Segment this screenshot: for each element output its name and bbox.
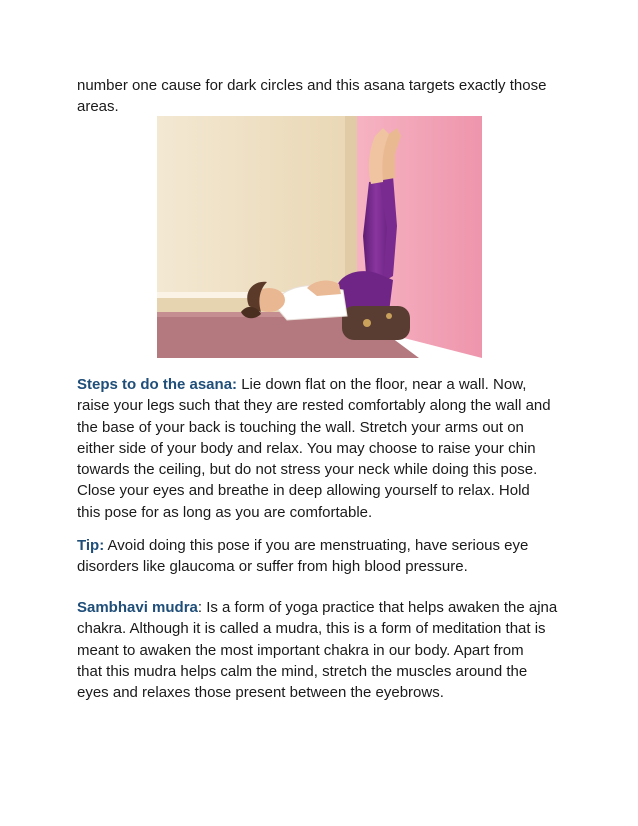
bolster: [342, 306, 410, 340]
sambhavi-line: : Is a form of yoga practice that helps awaken the ajna: [197, 599, 558, 616]
steps-line: this pose for as long as you are comfortable.: [77, 503, 373, 521]
steps-line: either side of your body and relax. You may choose to raise your chin: [77, 439, 536, 457]
steps-line: the base of your back is touching the wall. Stretch your arms out on: [77, 418, 524, 436]
tip-heading: Tip:: [77, 537, 105, 554]
sambhavi-line: eyes and relaxes those present between the eyebrows.: [77, 684, 444, 702]
steps-line: towards the ceiling, but do not stress your neck while doing this pose.: [77, 461, 538, 479]
tip-line: disorders like glaucoma or suffer from high blood pressure.: [77, 558, 468, 576]
steps-line: Close your eyes and breathe in deep allowing yourself to relax. Hold: [77, 482, 530, 500]
steps-line: raise your legs such that they are rested comfortably along the wall and: [77, 397, 551, 415]
sambhavi-heading: Sambhavi mudra: [77, 599, 198, 616]
intro-line-1: number one cause for dark circles and this asana targets exactly those: [77, 77, 547, 94]
intro-paragraph: [77, 75, 567, 118]
beige-wall: [157, 116, 347, 306]
intro-line-2: areas.: [77, 98, 119, 116]
steps-paragraph: [77, 374, 567, 523]
tip-line: Avoid doing this pose if you are menstruating, have serious eye: [104, 537, 529, 554]
sambhavi-paragraph: [77, 597, 567, 703]
sambhavi-line: meant to awaken the most important chakra in our body. Apart from: [77, 641, 524, 659]
sambhavi-line: chakra. Although it is called a mudra, this is a form of meditation that is: [77, 620, 546, 638]
yoga-pose-photo: [157, 116, 482, 358]
sambhavi-line: that this mudra helps calm the mind, stretch the muscles around the: [77, 662, 528, 680]
yoga-pose-illustration: [157, 116, 482, 358]
steps-line: Lie down flat on the floor, near a wall. Now,: [237, 376, 527, 393]
tip-paragraph: [77, 535, 567, 578]
steps-heading: Steps to do the asana:: [77, 376, 238, 393]
